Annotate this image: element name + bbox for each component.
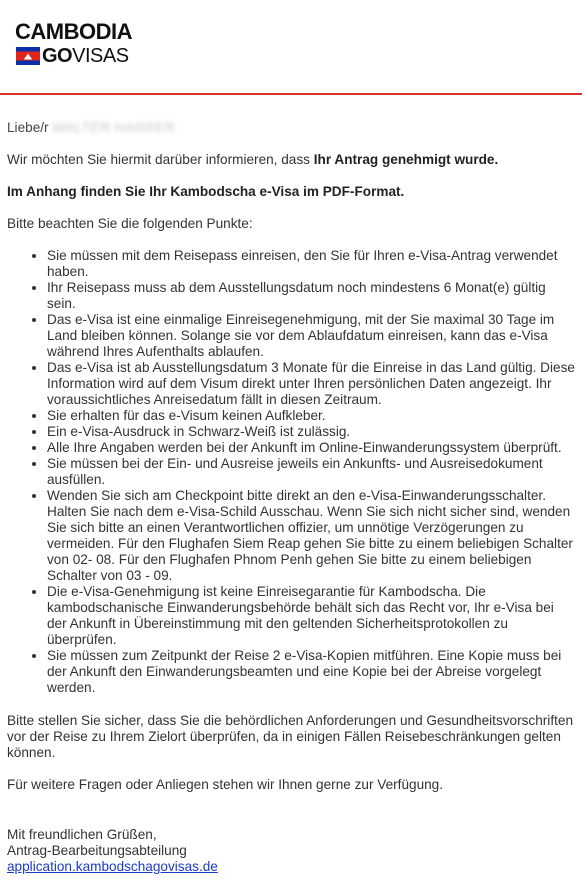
signature-block <box>7 827 577 875</box>
redacted-name: WALTER HARRER <box>52 120 176 135</box>
intro-approved: Ihr Antrag genehmigt wurde. <box>313 152 499 167</box>
cambodia-flag-icon <box>16 47 40 65</box>
logo-word-cambodia: CAMBODIA <box>15 19 132 44</box>
logo-go: GO <box>42 45 73 67</box>
attachment-paragraph <box>7 184 577 200</box>
list-item: • Sie müssen mit dem Reisepass einreisen, den Sie für Ihren e-Visa-Antrag verwendet haben. <box>47 248 577 280</box>
logo-visas: VISAS <box>72 45 129 67</box>
points-heading: Bitte beachten Sie die folgenden Punkte: <box>7 216 253 231</box>
logo-word-govisas <box>42 46 129 66</box>
signoff: Mit freundlichen Grüßen, <box>7 827 157 842</box>
email-body <box>0 95 577 875</box>
list-item: • Ein e-Visa-Ausdruck in Schwarz-Weiß ist zulässig. <box>47 424 577 440</box>
list-item: • Das e-Visa ist eine einmalige Einreisegenehmigung, mit der Sie maximal 30 Tage im Land bleiben können. Solange sie vor dem Ablaufdatum einreisen, kann das e-Visa während Ihres Aufenthalts ablaufen. <box>47 312 577 360</box>
list-item: • Die e-Visa-Genehmigung ist keine Einreisegarantie für Kambodscha. Die kambodschanische Einwanderungsbehörde behält sich das Recht vor, Ihr e-Visa bei der Ankunft in Übereinstimmung mit den geltenden Sicherheitsprotokollen zu überprüfen. <box>47 584 577 648</box>
application-website-link[interactable]: application.kambodschagovisas.de <box>7 859 218 874</box>
list-item: • Sie müssen zum Zeitpunkt der Reise 2 e-Visa-Kopien mitführen. Eine Kopie muss bei der Ankunft den Einwanderungsbeamten und eine Kopie bei der Abreise vorgelegt werden. <box>47 648 577 696</box>
greeting-prefix: Liebe/r <box>7 120 49 135</box>
list-item: • Ihr Reisepass muss ab dem Ausstellungsdatum noch mindestens 6 Monat(e) gültig sein. <box>47 280 577 312</box>
email-header <box>0 0 582 95</box>
points-list <box>7 248 577 696</box>
intro-paragraph <box>7 152 577 168</box>
list-item: • Wenden Sie sich am Checkpoint bitte direkt an den e-Visa-Einwanderungsschalter. Halten Sie nach dem e-Visa-Schild Ausschau. Wenn Sie sich nicht sicher sind, wenden Sie sich bitte an einen Verantwortlichen offizier, um unnötige Verzögerungen zu vermeiden. Für den Flughafen Siem Reap gehen Sie bitte zu einem beliebigen Schalter von 02- 08. Für den Flughafen Phnom Penh gehen Sie bitte zu einem beliebigen Schalter von 03 - 09. <box>47 488 577 584</box>
list-item: • Alle Ihre Angaben werden bei der Ankunft im Online-Einwanderungssystem überprüft. <box>47 440 577 456</box>
cambodia-govisas-logo <box>15 19 132 69</box>
intro-text: Wir möchten Sie hiermit darüber informieren, dass <box>7 152 314 167</box>
requirements-paragraph: Bitte stellen Sie sicher, dass Sie die behördlichen Anforderungen und Gesundheitsvorschriften vor der Reise zu Ihrem Zielort überprüfen, da in einigen Fällen Reisebeschränkungen gelten können. <box>7 713 573 760</box>
list-item: • Sie müssen bei der Ein- und Ausreise jeweils ein Ankunfts- und Ausreisedokument ausfüllen. <box>47 456 577 488</box>
list-item: • Das e-Visa ist ab Ausstellungsdatum 3 Monate für die Einreise in das Land gültig. Diese Information wird auf dem Visum direkt unter Ihren persönlichen Daten angezeigt. Ihr voraussichtliches Anreisedatum fällt in diesen Zeitraum. <box>47 360 577 408</box>
greeting <box>7 120 577 136</box>
department: Antrag-Bearbeitungsabteilung <box>7 843 187 858</box>
attachment-text: Im Anhang finden Sie Ihr Kambodscha e-Visa im PDF-Format. <box>7 184 405 199</box>
questions-paragraph: Für weitere Fragen oder Anliegen stehen wir Ihnen gerne zur Verfügung. <box>7 777 444 792</box>
list-item: • Sie erhalten für das e-Visum keinen Aufkleber. <box>47 408 577 424</box>
